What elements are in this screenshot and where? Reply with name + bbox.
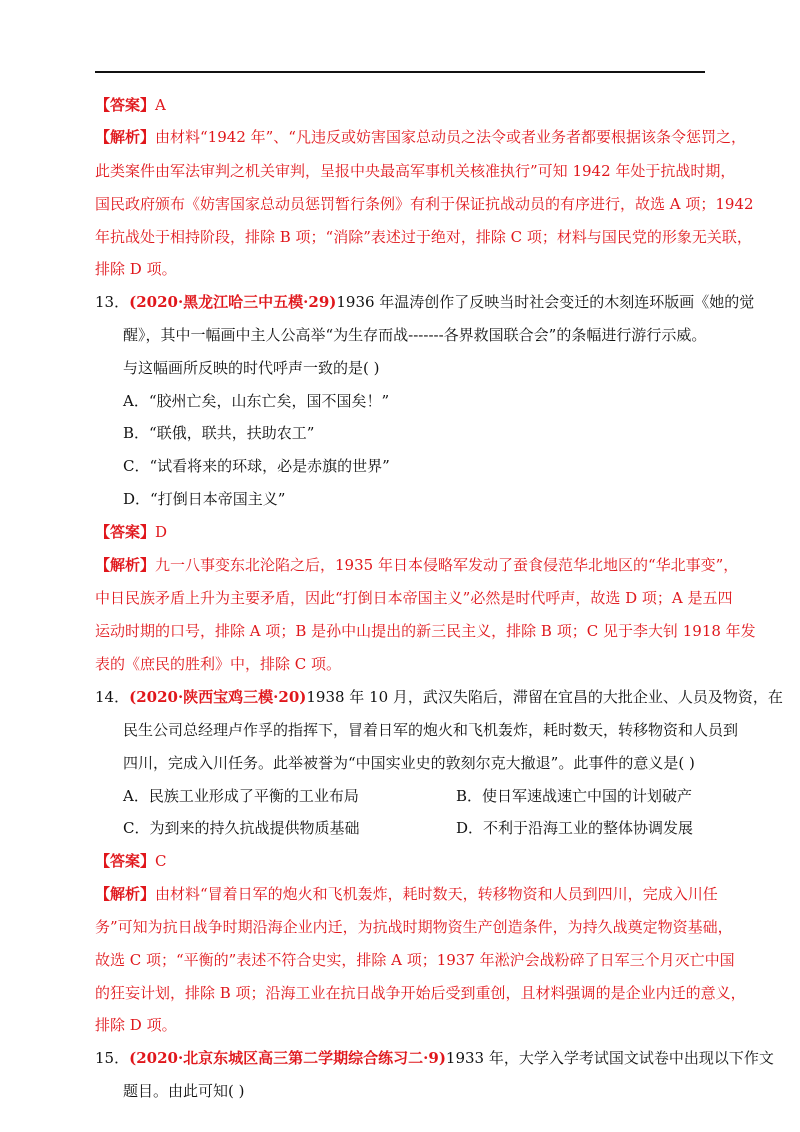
answer-label: 【答案】 [95, 523, 156, 541]
stem-text: 1936 年温涛创作了反映当时社会变迁的木刻连环版画《她的觉 [336, 293, 755, 311]
answer-label: 【答案】 [95, 852, 156, 870]
q15-stem-line-2: 题目。由此可知( ) [123, 1082, 245, 1100]
question-number: 15． [95, 1049, 130, 1067]
q13-stem-line-3: 与这幅画所反映的时代呼声一致的是( ) [123, 359, 380, 377]
analysis-label: 【解析】 [95, 556, 156, 574]
analysis-text: 由材料“冒着日军的炮火和飞机轰炸，耗时数天，转移物资和人员到四川，完成入川任 [155, 885, 718, 903]
q12-analysis-line-4: 年抗战处于相持阶段，排除 B 项；“消除”表述过于绝对，排除 C 项；材料与国民党的形象无关联， [95, 228, 752, 246]
answer-label: 【答案】 [95, 96, 156, 114]
q14-stem-line-3: 四川，完成入川任务。此举被誉为“中国实业史的敦刻尔克大撤退”。此事件的意义是( ) [123, 754, 695, 772]
answer-value: D [155, 523, 168, 541]
q14-option-d: D．不利于沿海工业的整体协调发展 [456, 819, 694, 837]
question-number: 13． [95, 293, 130, 311]
q13-analysis-line-4: 表的《庶民的胜利》中，排除 C 项。 [95, 655, 342, 673]
q13-analysis-line-1 [95, 556, 738, 574]
q15-stem-line-1 [95, 1049, 774, 1067]
q14-answer [95, 852, 167, 870]
q13-answer [95, 523, 167, 541]
q12-answer [95, 96, 166, 114]
stem-text: 1933 年，大学入学考试国文试卷中出现以下作文 [445, 1049, 774, 1067]
q13-analysis-line-3: 运动时期的口号，排除 A 项；B 是孙中山提出的新三民主义，排除 B 项；C 见于李大钊 1918 年发 [95, 622, 756, 640]
q13-option-a: A．“胶州亡矣，山东亡矣，国不国矣！” [123, 392, 390, 410]
q12-analysis-line-2: 此类案件由军法审判之机关审判，呈报中央最高军事机关核准执行”可知 1942 年处于抗战时期， [95, 162, 736, 180]
header-rule [95, 71, 705, 73]
answer-value: A [155, 96, 166, 114]
q14-analysis-line-4: 的狂妄计划，排除 B 项；沿海工业在抗日战争开始后受到重创，且材料强调的是企业内迁的意义， [95, 984, 746, 1002]
q14-stem-line-1 [95, 688, 783, 706]
answer-value: C [155, 852, 167, 870]
q14-analysis-line-5: 排除 D 项。 [95, 1016, 177, 1034]
question-source: (2020·北京东城区高三第二学期综合练习二·9) [129, 1049, 446, 1067]
q14-analysis-line-1 [95, 885, 718, 903]
q13-stem-line-1 [95, 293, 754, 311]
q13-analysis-line-2: 中日民族矛盾上升为主要矛盾，因此“打倒日本帝国主义”必然是时代呼声，故选 D 项；A 是五四 [95, 589, 733, 607]
q13-option-c: C．“试看将来的环球，必是赤旗的世界” [123, 457, 390, 475]
analysis-text: 由材料“1942 年”、“凡违反或妨害国家总动员之法令或者业务者都要根据该条令惩罚之， [155, 128, 746, 146]
q13-option-b: B．“联俄，联共，扶助农工” [123, 424, 315, 442]
q14-option-c: C．为到来的持久抗战提供物质基础 [123, 819, 360, 837]
q14-analysis-line-2: 务”可知为抗日战争时期沿海企业内迁，为抗战时期物资生产创造条件，为持久战奠定物资基础， [95, 918, 733, 936]
q12-analysis-line-1 [95, 128, 746, 146]
q14-option-b: B．使日军速战速亡中国的计划破产 [456, 787, 693, 805]
q13-option-d: D．“打倒日本帝国主义” [123, 490, 286, 508]
q13-stem-line-2: 醒》，其中一幅画中主人公高举“为生存而战-------各界救国联合会”的条幅进行游行示威。 [123, 326, 707, 344]
analysis-label: 【解析】 [95, 885, 156, 903]
stem-text: 1938 年 10 月，武汉失陷后，滞留在宜昌的大批企业、人员及物资，在 [306, 688, 783, 706]
question-source: (2020·陕西宝鸡三模·20) [129, 688, 307, 706]
question-source: (2020·黑龙江哈三中五模·29) [129, 293, 337, 311]
q12-analysis-line-5: 排除 D 项。 [95, 260, 177, 278]
q12-analysis-line-3: 国民政府颁布《妨害国家总动员惩罚暂行条例》有利于保证抗战动员的有序进行，故选 A 项；1942 [95, 195, 754, 213]
analysis-label: 【解析】 [95, 128, 156, 146]
analysis-text: 九一八事变东北沦陷之后，1935 年日本侵略军发动了蚕食侵范华北地区的“华北事变”， [155, 556, 739, 574]
q14-stem-line-2: 民生公司总经理卢作孚的指挥下，冒着日军的炮火和飞机轰炸，耗时数天，转移物资和人员到 [123, 721, 739, 739]
q14-analysis-line-3: 故选 C 项；“平衡的”表述不符合史实，排除 A 项；1937 年淞沪会战粉碎了日军三个月灭亡中国 [95, 951, 735, 969]
question-number: 14． [95, 688, 130, 706]
q14-option-a: A．民族工业形成了平衡的工业布局 [123, 787, 359, 805]
